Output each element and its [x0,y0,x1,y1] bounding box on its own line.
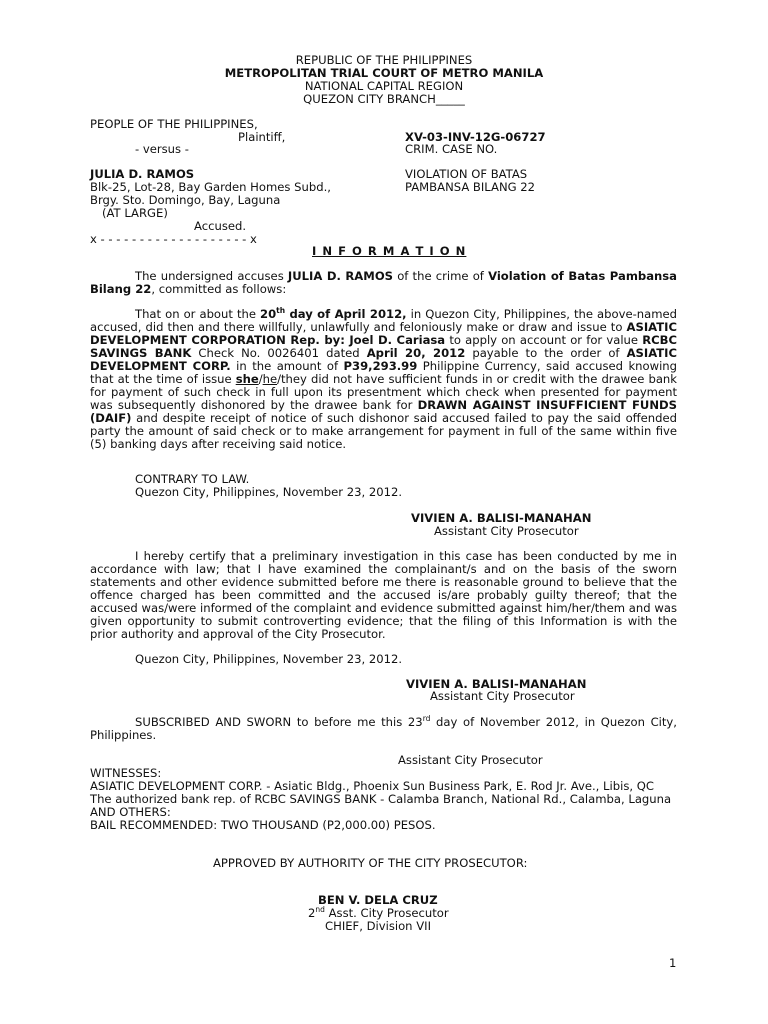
case-label: CRIM. CASE NO. [405,142,498,156]
chief-name: BEN V. DELA CRUZ [318,893,438,907]
witnesses-block [90,767,677,832]
caption-people: PEOPLE OF THE PHILIPPINES, [90,117,258,131]
header-region: NATIONAL CAPITAL REGION [304,79,464,93]
witness-1: ASIATIC DEVELOPMENT CORP. - Asiatic Bldg., Phoenix Sun Business Park, E. Rod Jr. Ave., Libis, QC [90,779,654,793]
caption-address-2: Brgy. Sto. Domingo, Bay, Laguna [90,193,281,207]
contrary-to-law: CONTRARY TO LAW. [135,472,250,486]
caption-accused-name: JULIA D. RAMOS [90,167,195,181]
case-number: XV-03-INV-12G-06727 [405,130,546,144]
bail-recommended: BAIL RECOMMENDED: TWO THOUSAND (P2,000.00) PESOS. [90,818,436,832]
sworn-title: Assistant City Prosecutor [398,753,543,767]
signatory-1-name: VIVIEN A. BALISI-MANAHAN [411,511,592,525]
caption-at-large: (AT LARGE) [102,206,168,220]
charge-paragraph: That on or about the 20th day of April 2012, in Quezon City, Philippines, the above-named accused, did then and there willfully, unlawfully and feloniously make or draw and issue to ASIATIC DEVELOPMENT CORPORATION Rep. by: Joel D. Cariasa to apply on account or for value RCBC SAVINGS BANK Check No. 0026401 dated April 20, 2012 payable to the order of ASIATIC DEVELOPMENT CORP. in the amount of P39,293.99 Philippine Currency, said accused knowing that at the time of issue she/he/they did not have sufficient funds in or credit with the drawee bank for payment of such check in full upon its presentment which check when presented for payment was subsequently dishonored by the drawee bank for DRAWN AGAINST INSUFFICIENT FUNDS (DAIF) and despite receipt of notice of such dishonor said accused failed to pay the said offended party the amount of said check or to make arrangement for payment in full of the same within five (5) banking days after receiving said notice. [90,306,678,451]
violation-line-2: PAMBANSA BILANG 22 [405,180,536,194]
header-court: METROPOLITAN TRIAL COURT OF METRO MANILA [224,66,544,80]
signatory-1-title: Assistant City Prosecutor [434,524,579,538]
caption-address-1: Blk-25, Lot-28, Bay Garden Homes Subd., [90,180,331,194]
intro-paragraph: The undersigned accuses JULIA D. RAMOS of the crime of Violation of Batas Pambansa Bilang 22, committed as follows: [90,269,677,296]
caption-versus: - versus - [135,142,189,156]
caption-plaintiff: Plaintiff, [238,130,286,144]
certification-paragraph: I hereby certify that a preliminary investigation in this case has been conducted by me in accordance with law; that I have examined the complainant/s and on the basis of the sworn statements and other evidence submitted before me there is reasonable ground to believe that the offence charged has been committed and the accused is/are probably guilty thereof; that the accused was/were informed of the complaint and evidence submitted against him/her/them and was given opportunity to submit controverting evidence; that the filing of this Information is with the prior authority and approval of the City Prosecutor. [90,549,677,641]
chief-title: 2nd Asst. City Prosecutor [308,905,449,920]
place-date-2: Quezon City, Philippines, November 23, 2012. [135,652,403,666]
signatory-2-title: Assistant City Prosecutor [430,689,575,703]
caption-divider: x - - - - - - - - - - - - - - - - - - - x [90,232,257,246]
sworn-paragraph: SUBSCRIBED AND SWORN to before me this 23rd day of November 2012, in Quezon City, Philippines. [90,714,677,742]
caption-accused-label: Accused. [194,219,247,233]
header-republic: REPUBLIC OF THE PHILIPPINES [295,53,473,67]
witness-2: The authorized bank rep. of RCBC SAVINGS BANK - Calamba Branch, National Rd., Calamba, Laguna [90,792,672,806]
violation-line-1: VIOLATION OF BATAS [405,167,528,181]
chief-division: CHIEF, Division VII [325,919,431,933]
page-number: 1 [669,956,677,970]
header-branch: QUEZON CITY BRANCH_____ [303,92,465,106]
witnesses-label: WITNESSES: [90,766,162,780]
place-date-1: Quezon City, Philippines, November 23, 2012. [135,485,403,499]
witnesses-others: AND OTHERS: [90,805,171,819]
signatory-2-name: VIVIEN A. BALISI-MANAHAN [406,677,587,691]
document-title: I N F O R M A T I O N [312,244,467,258]
approved-by: APPROVED BY AUTHORITY OF THE CITY PROSECUTOR: [213,856,528,870]
